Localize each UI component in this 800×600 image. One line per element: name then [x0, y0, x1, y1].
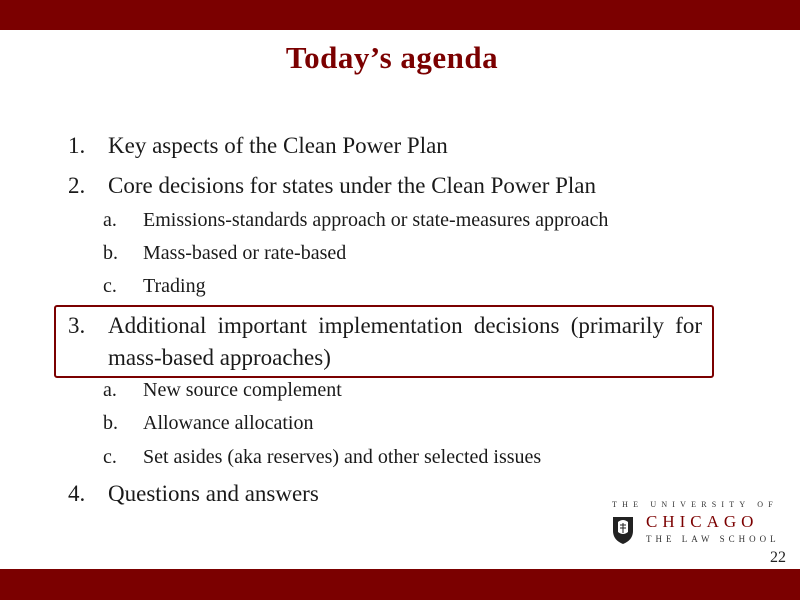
subitem-letter: a. — [103, 379, 117, 401]
bottom-band — [0, 569, 800, 600]
subitem-text: New source complement — [143, 379, 342, 401]
subitem-text: Set asides (aka reserves) and other selected issues — [143, 446, 542, 468]
item-number: 2. — [68, 173, 86, 198]
subitem-letter: b. — [103, 242, 118, 264]
subitem-letter: c. — [103, 446, 117, 468]
university-logo — [610, 500, 780, 550]
page-number: 22 — [770, 549, 786, 566]
subitem-letter: b. — [103, 412, 118, 434]
item-text: Additional important implementation decisions (primarily for mass-based approaches) — [108, 313, 702, 370]
subitem-letter: c. — [103, 275, 117, 297]
item-text: Key aspects of the Clean Power Plan — [108, 133, 448, 158]
logo-university-line: THE UNIVERSITY OF — [612, 500, 778, 509]
top-band — [0, 0, 800, 30]
item-text: Questions and answers — [108, 481, 319, 506]
logo-chicago: CHICAGO — [646, 512, 759, 531]
slide-title: Today’s agenda — [285, 40, 499, 75]
item-text: Core decisions for states under the Clean Power Plan — [108, 173, 596, 198]
item-number: 3. — [68, 313, 86, 338]
item-number: 4. — [68, 481, 86, 506]
subitem-text: Emissions-standards approach or state-measures approach — [143, 209, 609, 231]
item-number: 1. — [68, 133, 86, 158]
logo-law-school: THE LAW SCHOOL — [646, 534, 780, 544]
university-seal-icon — [610, 505, 636, 545]
subitem-text: Trading — [143, 275, 206, 297]
subitem-letter: a. — [103, 209, 117, 231]
subitem-text: Allowance allocation — [143, 412, 314, 434]
subitem-text: Mass-based or rate-based — [143, 242, 347, 264]
